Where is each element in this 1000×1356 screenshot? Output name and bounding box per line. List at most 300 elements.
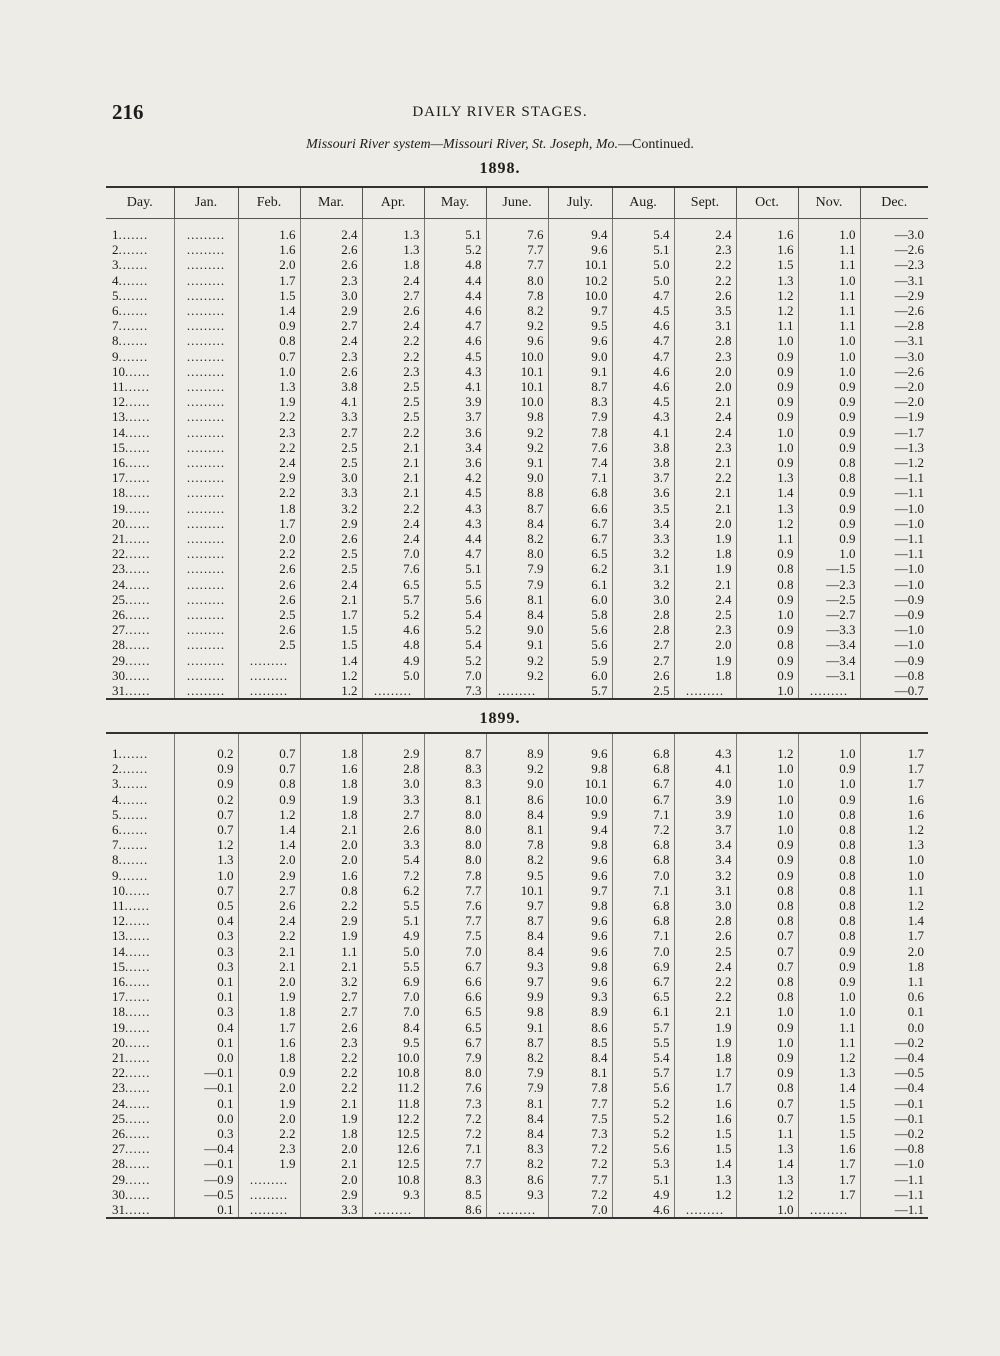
stage-value-cell: 1.6 — [798, 1141, 860, 1156]
stage-value-cell: 2.7 — [362, 807, 424, 822]
stage-value-cell: —1.0 — [860, 501, 928, 516]
stage-value-cell: 1.0 — [736, 822, 798, 837]
stage-value-cell: 8.4 — [486, 607, 548, 622]
stage-value-cell: 1.2 — [860, 822, 928, 837]
day-cell: 12...... — [112, 913, 151, 929]
stage-value-cell: 9.0 — [548, 349, 612, 364]
stage-value-cell: 7.7 — [486, 242, 548, 257]
table-row — [106, 577, 928, 592]
stage-value-cell: 1.1 — [300, 944, 362, 959]
stage-value-cell: 2.0 — [300, 837, 362, 852]
stage-value-cell: 4.1 — [300, 394, 362, 409]
stage-value-cell: 6.1 — [548, 577, 612, 592]
stage-value-cell: 3.2 — [612, 546, 674, 561]
day-cell: 2....... — [112, 761, 149, 777]
stage-value-cell: 1.7 — [860, 928, 928, 943]
stage-value-cell: 0.7 — [174, 883, 238, 898]
leader-dots: ...... — [125, 561, 151, 577]
stage-value-cell: 4.6 — [362, 622, 424, 637]
stage-value-cell: 0.9 — [798, 409, 860, 424]
stage-value-cell: 1.4 — [798, 1080, 860, 1095]
stage-value-cell: 9.0 — [486, 622, 548, 637]
stage-value-cell: —1.3 — [860, 440, 928, 455]
table-row — [106, 852, 928, 867]
stage-value-cell: 9.8 — [486, 1004, 548, 1019]
stage-value-cell: 5.1 — [424, 219, 486, 243]
stage-value-cell: 1.0 — [798, 1004, 860, 1019]
empty-cell: ......... — [174, 516, 238, 531]
stage-value-cell: 5.6 — [612, 1141, 674, 1156]
column-header-month: July. — [548, 187, 612, 219]
stage-value-cell: 1.9 — [238, 1096, 300, 1111]
leader-dots: ....... — [118, 257, 149, 273]
stage-value-cell: 3.0 — [300, 288, 362, 303]
stage-value-cell: 9.5 — [486, 868, 548, 883]
column-header-month: Jan. — [174, 187, 238, 219]
stage-value-cell: 2.2 — [238, 440, 300, 455]
stage-value-cell: 2.1 — [300, 959, 362, 974]
leader-dots: ....... — [118, 303, 149, 319]
stage-value-cell: 1.8 — [300, 1126, 362, 1141]
stage-value-cell: 6.6 — [424, 974, 486, 989]
stage-value-cell: 4.5 — [612, 303, 674, 318]
table-body — [106, 733, 928, 1218]
stage-value-cell: 1.8 — [860, 959, 928, 974]
stage-value-cell: 9.9 — [548, 807, 612, 822]
stage-value-cell: 2.0 — [674, 516, 736, 531]
empty-cell: ......... — [174, 683, 238, 699]
table-row — [106, 1111, 928, 1126]
table-row — [106, 273, 928, 288]
stage-value-cell: 2.1 — [362, 440, 424, 455]
stage-value-cell: 4.0 — [674, 776, 736, 791]
stage-value-cell: 0.9 — [736, 837, 798, 852]
stage-value-cell: 1.7 — [860, 733, 928, 761]
stage-value-cell: 2.1 — [300, 1156, 362, 1171]
stage-value-cell: 4.4 — [424, 288, 486, 303]
table-subtitle — [0, 137, 1000, 153]
empty-cell: ......... — [174, 607, 238, 622]
table-row — [106, 683, 928, 699]
leader-dots: ...... — [125, 1171, 151, 1187]
stage-value-cell: 0.8 — [736, 989, 798, 1004]
stage-value-cell: 0.3 — [174, 1126, 238, 1141]
day-cell: 30...... — [112, 667, 151, 683]
stage-value-cell: 7.3 — [424, 1096, 486, 1111]
stage-value-cell: 0.9 — [736, 592, 798, 607]
stage-value-cell: 6.9 — [612, 959, 674, 974]
stage-value-cell: 2.7 — [612, 637, 674, 652]
stage-value-cell: 6.2 — [362, 883, 424, 898]
stage-value-cell: 3.2 — [674, 868, 736, 883]
stage-value-cell: 0.9 — [798, 792, 860, 807]
leader-dots: ....... — [118, 242, 149, 258]
stage-value-cell: 12.5 — [362, 1156, 424, 1171]
stage-value-cell: 2.2 — [238, 1126, 300, 1141]
table-row — [106, 592, 928, 607]
stage-value-cell: 2.7 — [300, 1004, 362, 1019]
stage-value-cell: 1.5 — [736, 257, 798, 272]
stage-value-cell: 0.8 — [736, 898, 798, 913]
stage-value-cell: 1.9 — [674, 1035, 736, 1050]
leader-dots: ....... — [118, 837, 149, 853]
stage-value-cell: 3.1 — [674, 883, 736, 898]
empty-cell: ......... — [174, 455, 238, 470]
stage-value-cell: 9.8 — [548, 959, 612, 974]
stage-value-cell: 7.1 — [612, 807, 674, 822]
stage-value-cell: —3.1 — [860, 273, 928, 288]
day-cell: 29...... — [112, 1171, 151, 1187]
empty-cell: ......... — [174, 485, 238, 500]
stage-value-cell: 1.0 — [798, 349, 860, 364]
leader-dots: ....... — [118, 227, 149, 242]
stage-value-cell: 8.4 — [486, 928, 548, 943]
empty-cell: ......... — [174, 273, 238, 288]
stage-value-cell: 9.2 — [486, 318, 548, 333]
table-row — [106, 455, 928, 470]
leader-dots: ...... — [125, 1186, 151, 1202]
stage-value-cell: 2.5 — [238, 607, 300, 622]
stage-value-cell: 5.1 — [612, 242, 674, 257]
empty-cell: ......... — [174, 470, 238, 485]
stage-value-cell: 3.7 — [674, 822, 736, 837]
stage-value-cell: 0.0 — [174, 1111, 238, 1126]
stage-value-cell: 1.9 — [300, 928, 362, 943]
stage-value-cell: 2.6 — [674, 288, 736, 303]
stage-value-cell: —0.9 — [860, 653, 928, 668]
stage-value-cell: —3.4 — [798, 637, 860, 652]
stage-value-cell: 0.8 — [736, 883, 798, 898]
stage-value-cell: —1.1 — [860, 485, 928, 500]
leader-dots: ...... — [125, 455, 151, 471]
stage-value-cell: 0.9 — [736, 379, 798, 394]
stage-value-cell: 5.2 — [362, 607, 424, 622]
stage-value-cell: 5.5 — [424, 577, 486, 592]
stage-value-cell: 4.6 — [612, 1202, 674, 1218]
day-cell: 23...... — [112, 1080, 151, 1096]
stage-value-cell: 5.4 — [424, 607, 486, 622]
leader-dots: ...... — [125, 1080, 151, 1096]
stage-value-cell: 2.3 — [674, 349, 736, 364]
stage-value-cell: 10.1 — [486, 883, 548, 898]
leader-dots: ...... — [125, 1110, 151, 1126]
stage-value-cell: 3.4 — [674, 852, 736, 867]
stage-value-cell: 2.9 — [300, 516, 362, 531]
stage-value-cell: 5.5 — [362, 959, 424, 974]
stage-value-cell: 3.5 — [674, 303, 736, 318]
stage-value-cell: 1.1 — [736, 531, 798, 546]
stage-value-cell: 4.2 — [424, 470, 486, 485]
stage-value-cell: 5.1 — [424, 561, 486, 576]
stage-value-cell: 0.9 — [798, 944, 860, 959]
stage-value-cell: 2.6 — [300, 531, 362, 546]
day-cell: 13...... — [112, 409, 151, 425]
stage-value-cell: 2.4 — [674, 959, 736, 974]
stage-value-cell: 6.6 — [424, 989, 486, 1004]
stage-value-cell: 6.8 — [612, 852, 674, 867]
stage-value-cell: 0.8 — [798, 852, 860, 867]
stage-value-cell: 0.7 — [736, 928, 798, 943]
stage-value-cell: 1.3 — [798, 1065, 860, 1080]
stage-value-cell: 7.2 — [548, 1187, 612, 1202]
stage-value-cell: 8.4 — [486, 1111, 548, 1126]
stage-value-cell: 5.4 — [612, 1050, 674, 1065]
stage-value-cell: 10.2 — [548, 273, 612, 288]
stage-value-cell: 1.0 — [736, 607, 798, 622]
stage-value-cell: 1.6 — [674, 1096, 736, 1111]
table-row — [106, 807, 928, 822]
stage-value-cell: 8.6 — [424, 1202, 486, 1218]
stage-value-cell: 0.7 — [238, 349, 300, 364]
stage-value-cell: 1.3 — [736, 273, 798, 288]
stage-value-cell: —1.2 — [860, 455, 928, 470]
stage-value-cell: 2.7 — [612, 653, 674, 668]
leader-dots: ...... — [125, 394, 151, 410]
stage-value-cell: 0.3 — [174, 944, 238, 959]
stage-value-cell: —1.0 — [860, 1156, 928, 1171]
stage-value-cell: 1.7 — [798, 1156, 860, 1171]
day-cell: 18...... — [112, 485, 151, 501]
leader-dots: ...... — [125, 500, 151, 516]
stage-value-cell: —2.6 — [860, 303, 928, 318]
day-cell: 25...... — [112, 591, 151, 607]
day-cell: 21...... — [112, 531, 151, 547]
stage-value-cell: 8.7 — [486, 913, 548, 928]
day-cell: 27...... — [112, 622, 151, 638]
stage-value-cell: 3.2 — [300, 501, 362, 516]
stage-value-cell: —2.3 — [860, 257, 928, 272]
stage-value-cell: 3.3 — [300, 409, 362, 424]
stage-value-cell: 2.1 — [674, 577, 736, 592]
stage-value-cell: 6.7 — [424, 1035, 486, 1050]
empty-cell: ......... — [174, 668, 238, 683]
day-cell: 24...... — [112, 1095, 151, 1111]
stage-value-cell: 7.0 — [424, 668, 486, 683]
column-header-month: Oct. — [736, 187, 798, 219]
stage-value-cell: 4.3 — [612, 409, 674, 424]
stage-value-cell: 0.0 — [174, 1050, 238, 1065]
stage-value-cell: 9.5 — [548, 318, 612, 333]
stage-value-cell: 3.6 — [612, 485, 674, 500]
empty-cell: ......... — [238, 1202, 300, 1218]
stage-value-cell: 9.2 — [486, 653, 548, 668]
table-row — [106, 379, 928, 394]
stage-value-cell: 2.4 — [674, 425, 736, 440]
stage-value-cell: —0.5 — [860, 1065, 928, 1080]
leader-dots: ...... — [125, 439, 151, 455]
stage-value-cell: 1.9 — [674, 653, 736, 668]
stage-value-cell: 3.0 — [612, 592, 674, 607]
stage-value-cell: 1.9 — [300, 1111, 362, 1126]
stage-value-cell: 2.6 — [238, 622, 300, 637]
stage-value-cell: 1.7 — [674, 1080, 736, 1095]
stage-value-cell: 2.7 — [362, 288, 424, 303]
stage-value-cell: 1.6 — [736, 219, 798, 243]
stage-value-cell: 2.2 — [300, 898, 362, 913]
stage-value-cell: 10.8 — [362, 1172, 424, 1187]
stage-value-cell: 0.9 — [798, 425, 860, 440]
stage-value-cell: 2.2 — [300, 1050, 362, 1065]
stage-value-cell: 0.3 — [174, 959, 238, 974]
running-head: DAILY RIVER STAGES. — [412, 104, 588, 120]
stage-value-cell: 1.4 — [238, 822, 300, 837]
empty-cell: ......... — [174, 394, 238, 409]
stage-value-cell: 7.0 — [362, 1004, 424, 1019]
stage-value-cell: 4.7 — [612, 349, 674, 364]
table-row — [106, 425, 928, 440]
stage-value-cell: 1.9 — [238, 1156, 300, 1171]
stage-value-cell: 2.4 — [362, 273, 424, 288]
stage-value-cell: 1.0 — [238, 364, 300, 379]
stage-value-cell: 9.1 — [486, 1020, 548, 1035]
day-cell: 5....... — [112, 806, 149, 822]
stage-value-cell: 0.9 — [736, 546, 798, 561]
stage-value-cell: 2.0 — [860, 944, 928, 959]
table-row — [106, 1096, 928, 1111]
empty-cell: ......... — [174, 349, 238, 364]
stage-value-cell: 1.0 — [736, 807, 798, 822]
stage-value-cell: 7.7 — [548, 1172, 612, 1187]
day-cell: 17...... — [112, 989, 151, 1005]
stage-value-cell: 3.4 — [424, 440, 486, 455]
stage-value-cell: 1.0 — [798, 989, 860, 1004]
column-header-month: Mar. — [300, 187, 362, 219]
stage-value-cell: 0.2 — [174, 733, 238, 761]
table-row — [106, 394, 928, 409]
stage-value-cell: 0.7 — [736, 959, 798, 974]
stage-value-cell: 4.6 — [424, 303, 486, 318]
stage-value-cell: 0.9 — [238, 1065, 300, 1080]
stage-value-cell: 3.9 — [424, 394, 486, 409]
stage-value-cell: 1.0 — [736, 333, 798, 348]
stage-value-cell: 1.2 — [300, 683, 362, 699]
stage-value-cell: 0.8 — [736, 1080, 798, 1095]
leader-dots: ...... — [125, 652, 151, 668]
stage-value-cell: 8.3 — [424, 1172, 486, 1187]
stage-value-cell: 3.3 — [300, 1202, 362, 1218]
stage-value-cell: 2.5 — [612, 683, 674, 699]
stage-value-cell: 6.5 — [362, 577, 424, 592]
stage-value-cell: 5.7 — [362, 592, 424, 607]
stage-value-cell: 9.6 — [548, 928, 612, 943]
empty-cell: ......... — [174, 333, 238, 348]
empty-cell: ......... — [238, 1172, 300, 1187]
stage-value-cell: —1.7 — [860, 425, 928, 440]
stage-value-cell: 2.1 — [300, 592, 362, 607]
stage-value-cell: —1.0 — [860, 577, 928, 592]
stage-value-cell: 5.1 — [362, 913, 424, 928]
stage-value-cell: 1.0 — [736, 440, 798, 455]
stage-value-cell: 2.2 — [674, 470, 736, 485]
stage-value-cell: 6.9 — [362, 974, 424, 989]
stage-value-cell: 9.8 — [486, 409, 548, 424]
stage-value-cell: 1.9 — [674, 561, 736, 576]
stage-value-cell: 1.5 — [674, 1141, 736, 1156]
day-cell: 10...... — [112, 882, 151, 898]
stage-value-cell: 3.3 — [362, 792, 424, 807]
leader-dots: ...... — [125, 637, 151, 653]
empty-cell: ......... — [674, 683, 736, 699]
subtitle-station: Missouri River system—Missouri River, St. Joseph, Mo. — [306, 137, 618, 152]
table-row — [106, 776, 928, 791]
stage-value-cell: 2.0 — [300, 1141, 362, 1156]
stage-value-cell: 9.6 — [548, 944, 612, 959]
table-row — [106, 1156, 928, 1171]
day-cell: 15...... — [112, 439, 151, 455]
stage-value-cell: 8.4 — [486, 1126, 548, 1141]
stage-value-cell: 1.3 — [860, 837, 928, 852]
stage-value-cell: 0.9 — [736, 668, 798, 683]
stage-value-cell: 4.9 — [362, 928, 424, 943]
stage-value-cell: 1.8 — [238, 1004, 300, 1019]
empty-cell: ......... — [174, 501, 238, 516]
day-cell: 26...... — [112, 1126, 151, 1142]
stage-value-cell: 1.0 — [798, 776, 860, 791]
stage-value-cell: 7.6 — [548, 440, 612, 455]
day-cell: 24...... — [112, 576, 151, 592]
stage-value-cell: 2.9 — [238, 868, 300, 883]
stage-value-cell: —3.3 — [798, 622, 860, 637]
stage-value-cell: 4.3 — [424, 501, 486, 516]
stage-value-cell: —1.1 — [860, 1202, 928, 1218]
stage-value-cell: 2.5 — [674, 944, 736, 959]
stage-value-cell: —1.1 — [860, 470, 928, 485]
stage-value-cell: 4.5 — [424, 349, 486, 364]
empty-cell: ......... — [486, 1202, 548, 1218]
stage-value-cell: 8.1 — [486, 822, 548, 837]
empty-cell: ......... — [174, 531, 238, 546]
stage-value-cell: 1.3 — [174, 852, 238, 867]
stage-value-cell: 8.0 — [424, 807, 486, 822]
stage-value-cell: 2.4 — [362, 318, 424, 333]
stage-value-cell: 2.0 — [674, 379, 736, 394]
stage-value-cell: 0.1 — [174, 974, 238, 989]
stage-value-cell: 1.2 — [736, 733, 798, 761]
stage-value-cell: 1.5 — [798, 1126, 860, 1141]
empty-cell: ......... — [174, 409, 238, 424]
stage-value-cell: 1.0 — [736, 761, 798, 776]
stage-value-cell: 2.2 — [238, 928, 300, 943]
column-header-month: Feb. — [238, 187, 300, 219]
stage-value-cell: 10.0 — [548, 792, 612, 807]
day-cell: 8....... — [112, 333, 149, 349]
table-row — [106, 868, 928, 883]
table-row — [106, 257, 928, 272]
stage-value-cell: 0.9 — [736, 622, 798, 637]
stage-value-cell: 1.2 — [238, 807, 300, 822]
stage-value-cell: 1.3 — [238, 379, 300, 394]
stage-value-cell: 1.7 — [238, 1020, 300, 1035]
stage-value-cell: 2.4 — [238, 455, 300, 470]
stage-value-cell: 1.9 — [674, 1020, 736, 1035]
table-row — [106, 883, 928, 898]
day-cell: 27...... — [112, 1141, 151, 1157]
stage-value-cell: 1.1 — [860, 974, 928, 989]
stage-value-cell: 3.4 — [612, 516, 674, 531]
empty-cell: ......... — [174, 546, 238, 561]
stage-value-cell: 6.8 — [612, 913, 674, 928]
stage-value-cell: 2.0 — [238, 257, 300, 272]
table-row — [106, 1080, 928, 1095]
stage-value-cell: 9.3 — [548, 989, 612, 1004]
day-cell: 1....... — [112, 227, 149, 242]
table-row — [106, 561, 928, 576]
stage-value-cell: —1.0 — [860, 637, 928, 652]
stage-value-cell: 5.0 — [612, 273, 674, 288]
stage-value-cell: 1.8 — [674, 668, 736, 683]
stage-value-cell: 1.9 — [300, 792, 362, 807]
day-cell: 16...... — [112, 455, 151, 471]
